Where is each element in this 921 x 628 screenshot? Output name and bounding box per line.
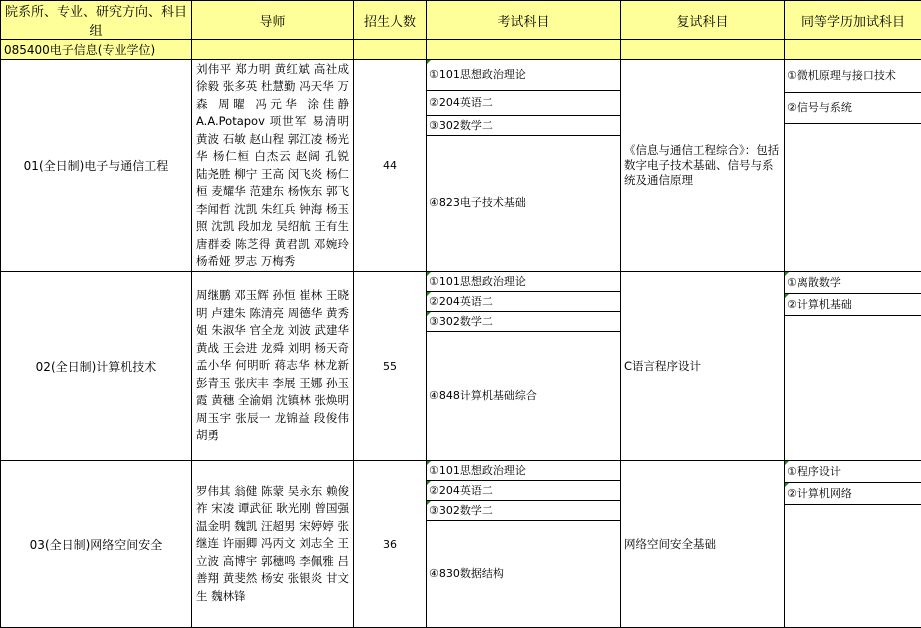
exam-subjects bbox=[427, 60, 621, 272]
exam-subject-label: ③302数学二 bbox=[429, 504, 493, 517]
exam-subject bbox=[427, 312, 620, 332]
exam-subject-label: ②204英语二 bbox=[429, 484, 493, 497]
additional-subjects bbox=[785, 60, 921, 272]
exam-subject bbox=[427, 332, 620, 460]
exam-subject bbox=[427, 91, 620, 116]
header-exams: 考试科目 bbox=[427, 1, 621, 40]
exam-subjects bbox=[427, 272, 621, 461]
program-empty-cell bbox=[621, 40, 785, 60]
exam-subject bbox=[427, 521, 620, 627]
header-enrollment: 招生人数 bbox=[354, 1, 427, 40]
direction-row bbox=[1, 272, 921, 461]
header-retest: 复试科目 bbox=[621, 1, 785, 40]
additional-subjects bbox=[785, 272, 921, 461]
program-empty-cell bbox=[192, 40, 354, 60]
program-empty-cell bbox=[427, 40, 621, 60]
exam-subject-label: ③302数学二 bbox=[429, 119, 493, 132]
retest-subject: C语言程序设计 bbox=[621, 272, 785, 461]
exam-subject bbox=[427, 60, 620, 91]
additional-subject-label: ①程序设计 bbox=[787, 465, 841, 478]
exam-subject bbox=[427, 116, 620, 136]
enrollment-count: 55 bbox=[354, 272, 427, 461]
direction-row bbox=[1, 60, 921, 272]
program-empty-cell bbox=[354, 40, 427, 60]
header-advisors: 导师 bbox=[192, 1, 354, 40]
retest-subject: 网络空间安全基础 bbox=[621, 461, 785, 628]
exam-subject bbox=[427, 292, 620, 312]
direction-name: 03(全日制)网络空间安全 bbox=[1, 461, 192, 628]
exam-subject-label: ③302数学二 bbox=[429, 315, 493, 328]
additional-subject-label: ②信号与系统 bbox=[787, 101, 852, 114]
exam-subject-label: ②204英语二 bbox=[429, 96, 493, 109]
exam-subject bbox=[427, 136, 620, 270]
direction-name: 01(全日制)电子与通信工程 bbox=[1, 60, 192, 272]
retest-subject: 《信息与通信工程综合》：包括数字电子技术基础、信号与系统及通信原理 bbox=[621, 60, 785, 272]
program-empty-cell bbox=[785, 40, 921, 60]
exam-subject-label: ④823电子技术基础 bbox=[429, 196, 526, 209]
additional-subject-label: ①微机原理与接口技术 bbox=[787, 69, 896, 82]
header-row bbox=[1, 1, 921, 40]
exam-subject-label: ①101思想政治理论 bbox=[429, 275, 526, 288]
exam-subject-label: ②204英语二 bbox=[429, 295, 493, 308]
exam-subject-label: ④848计算机基础综合 bbox=[429, 389, 537, 402]
enrollment-count: 44 bbox=[354, 60, 427, 272]
advisors-list: 周继鹏 邓玉辉 孙恒 崔林 王晓明 卢建朱 陈清亮 周德华 黄秀姐 朱淑华 官全龙 刘波 武建华 黄战 王会进 龙舜 刘明 杨天奇 孟小华 何明昕 蒋志华 林龙新 彭青玉 张庆丰 李展 王娜 孙玉霞 黄穗 全渝娟 沈镇林 张焕明 周玉宇 张辰一 龙锦益 段俊伟 胡勇 bbox=[192, 272, 354, 461]
additional-subject-label: ②计算机网络 bbox=[787, 487, 852, 500]
additional-subject bbox=[785, 93, 921, 124]
exam-subject-label: ①101思想政治理论 bbox=[429, 68, 526, 81]
header-additional: 同等学历加试科目 bbox=[785, 1, 921, 40]
additional-subject bbox=[785, 483, 921, 505]
advisors-list: 罗伟其 翁健 陈蒙 吴永东 赖俊祚 宋凌 谭武征 耿光刚 曾国强 温金明 魏凯 汪超男 宋婷婷 张继连 许丽卿 冯丙文 刘志全 王立波 高博宇 郭穗鸣 李佩雅 吕善翔 黄斐然 杨安 张银炎 甘文生 魏林锋 bbox=[192, 461, 354, 628]
exam-subject bbox=[427, 501, 620, 521]
exam-subjects bbox=[427, 461, 621, 628]
additional-subjects bbox=[785, 461, 921, 628]
additional-subject bbox=[785, 272, 921, 294]
exam-subject-label: ①101思想政治理论 bbox=[429, 464, 526, 477]
additional-subject-label: ①离散数学 bbox=[787, 276, 841, 289]
exam-subject bbox=[427, 481, 620, 501]
exam-subject-label: ④830数据结构 bbox=[429, 567, 504, 580]
header-department: 院系所、专业、研究方向、科目组 bbox=[1, 1, 192, 40]
exam-subject bbox=[427, 461, 620, 481]
enrollment-count: 36 bbox=[354, 461, 427, 628]
direction-name: 02(全日制)计算机技术 bbox=[1, 272, 192, 461]
additional-subject bbox=[785, 60, 921, 93]
program-row bbox=[1, 40, 921, 60]
additional-subject bbox=[785, 461, 921, 483]
additional-subject bbox=[785, 294, 921, 316]
exam-subject bbox=[427, 272, 620, 292]
advisors-list: 刘伟平 郑力明 黄红斌 高社成 徐毅 张多英 杜慧勤 冯天华 万森 周曜 冯元华 涂佳静 A.A.Potapov 项世军 易清明 黄波 石敏 赵山程 郭江凌 杨光华 杨仁桓 白杰云 赵阔 孔锐 陆尧胜 柳宁 王高 闵飞炎 杨仁桓 麦耀华 范建东 杨恢东 郭飞 李闻哲 沈凯 朱红兵 钟海 杨玉照 沈凯 段加龙 吴绍航 王有生 唐群委 陈芝得 黄君凯 邓婉玲 杨希娅 罗志 万梅秀 bbox=[192, 60, 354, 272]
direction-row bbox=[1, 461, 921, 628]
program-name: 085400电子信息(专业学位) bbox=[1, 40, 192, 60]
additional-subject-label: ②计算机基础 bbox=[787, 298, 852, 311]
